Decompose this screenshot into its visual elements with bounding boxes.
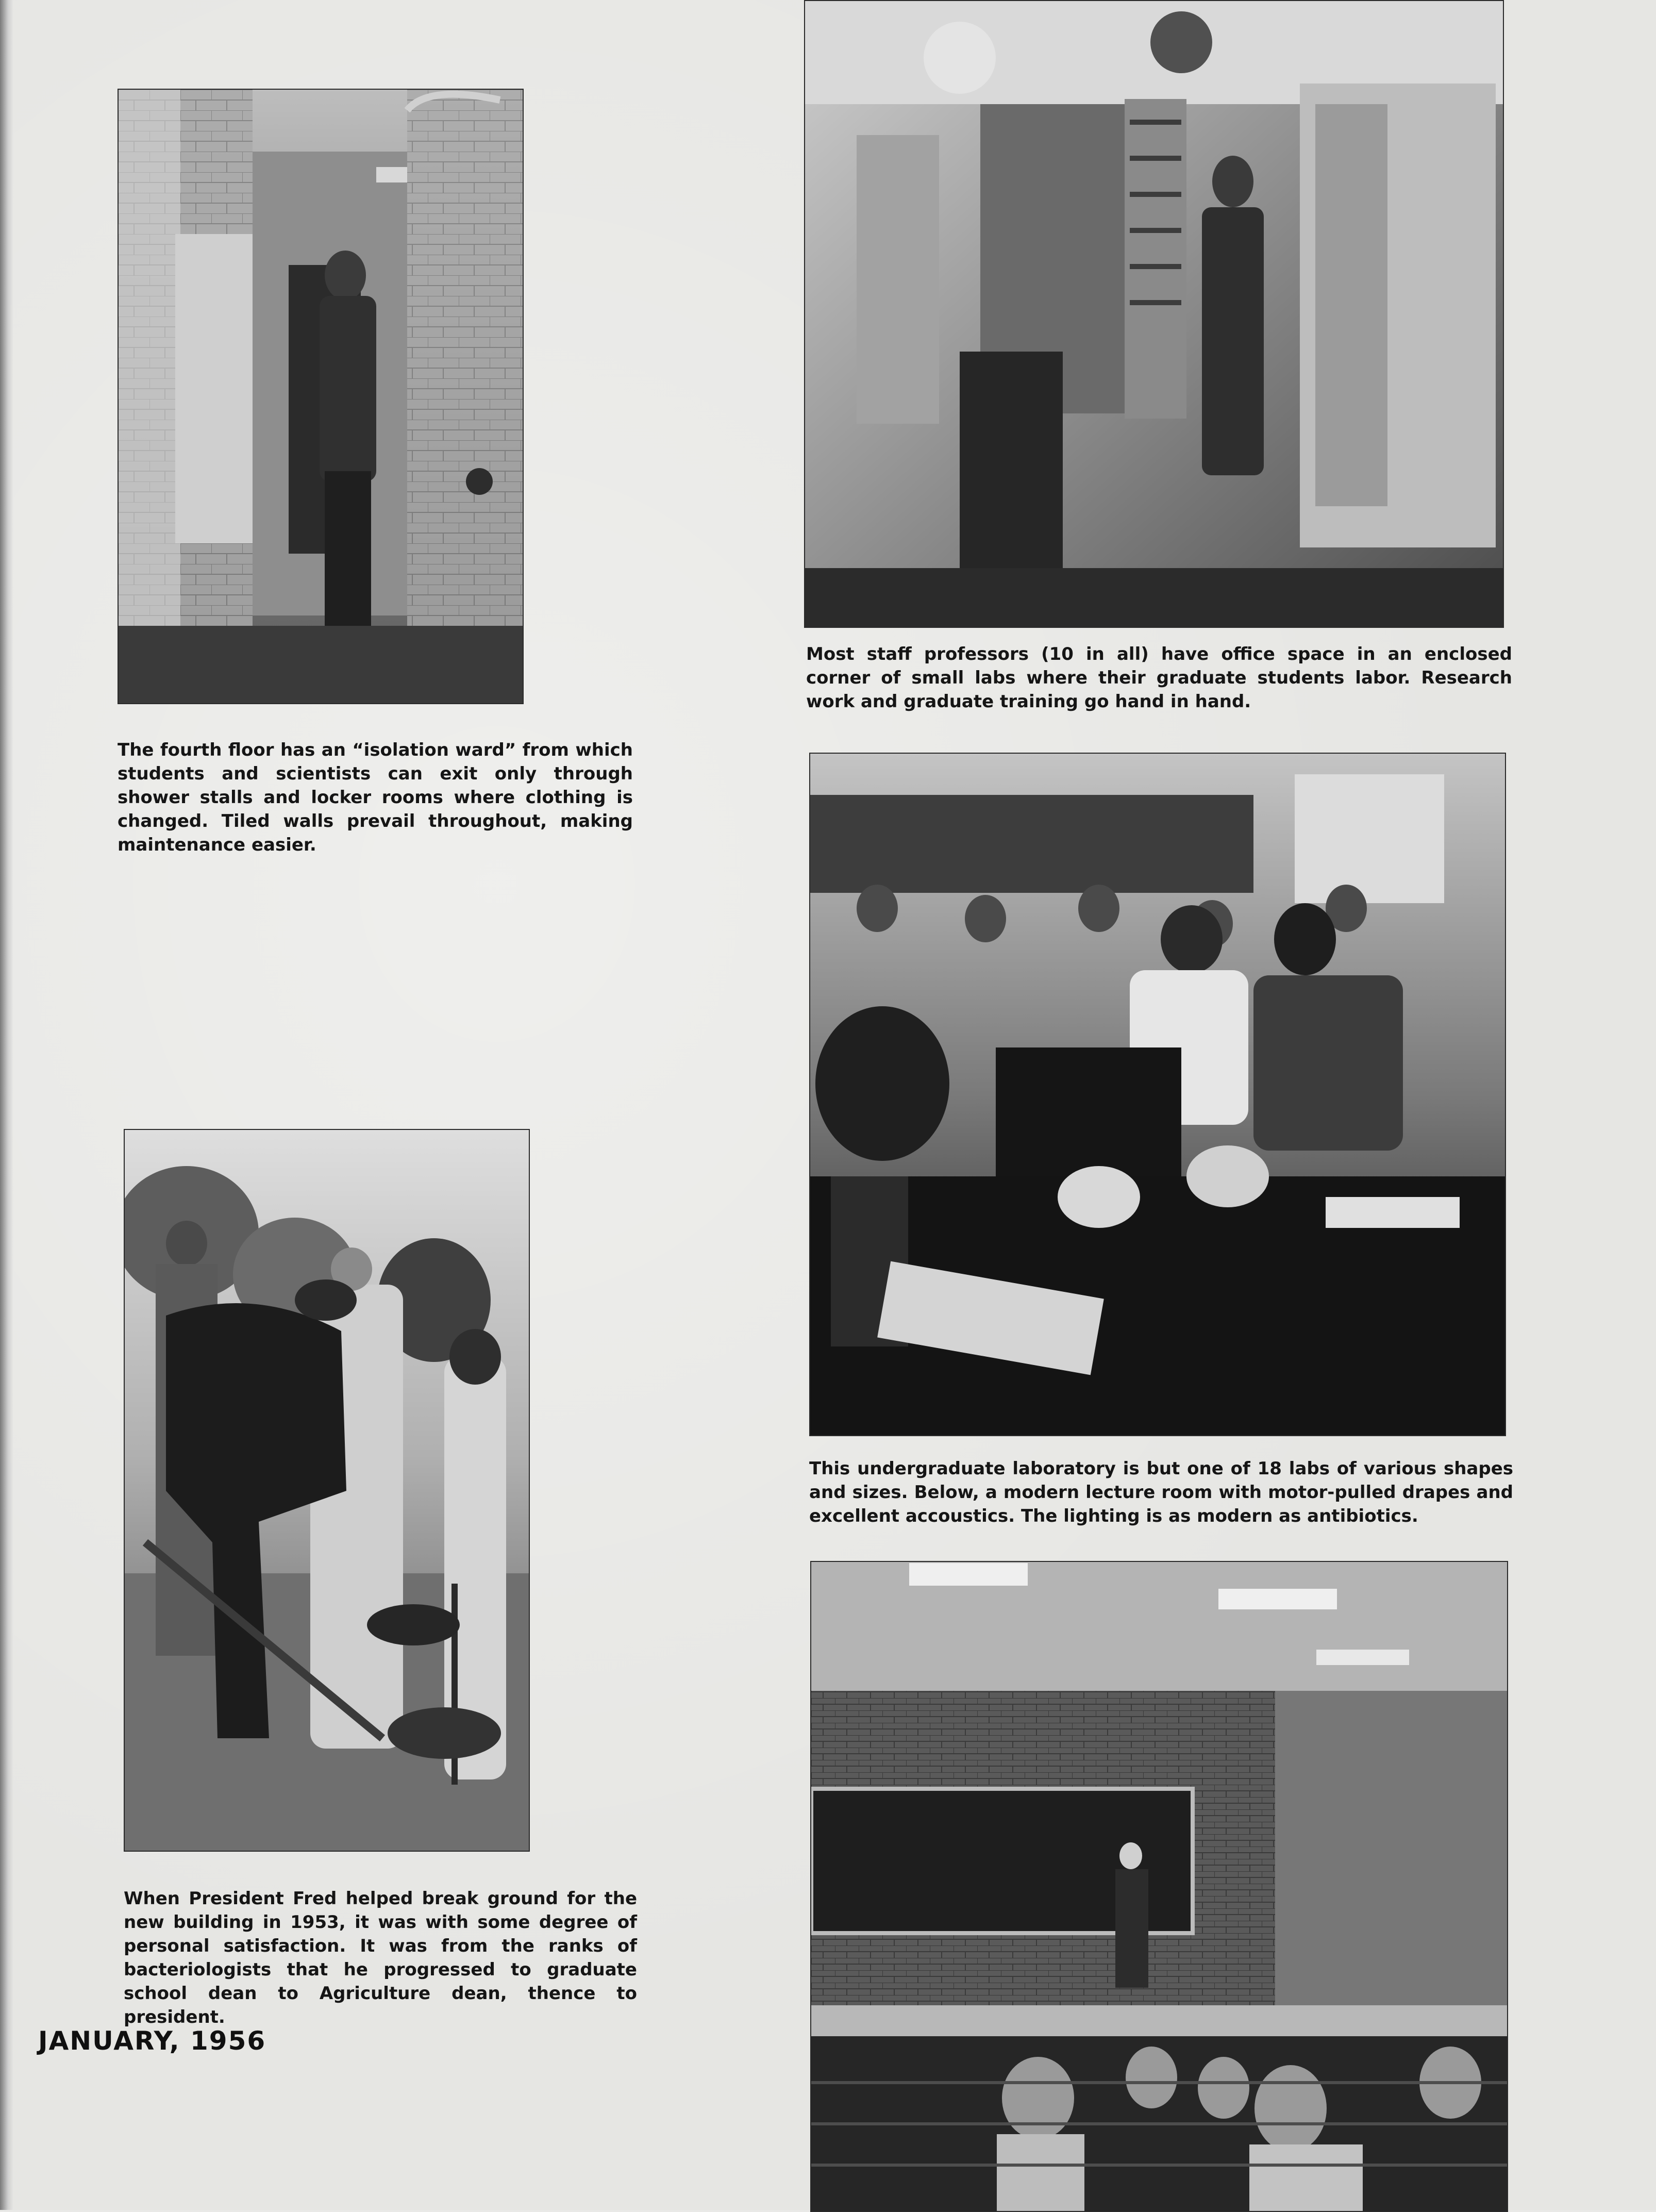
lecture-room-photo — [810, 1561, 1508, 2212]
professor-lab-caption: Most staff professors (10 in all) have office space in an enclosed corner of small labs where their graduate students labor. Research work and graduate training go hand in hand. — [806, 644, 1512, 712]
issue-date: JANUARY, 1956 — [38, 2026, 266, 2056]
shower-room-caption: The fourth floor has an “isolation ward” from which students and scientists can exit only through shower stalls and locker rooms where clothing is changed. Tiled walls prevail throughout, making maintenance easier. — [118, 740, 633, 855]
groundbreaking-caption: When President Fred helped break ground for the new building in 1953, it was with some degree of personal satisfaction. It was from the ranks of bacteriologists that he progressed to graduate school dean to Agriculture dean, thence to president. — [124, 1888, 637, 2027]
professor-lab-photo — [804, 0, 1504, 628]
undergrad-lab-photo — [809, 753, 1506, 1436]
page-binding-edge — [0, 0, 13, 2210]
groundbreaking-photo — [124, 1129, 530, 1852]
undergrad-lab-caption: This undergraduate laboratory is but one of 18 labs of various shapes and sizes. Below, a modern lecture room with motor-pulled drapes and excellent accoustics. The lighting is as modern as antibiotics. — [809, 1458, 1513, 1526]
shower-room-photo — [118, 89, 524, 704]
